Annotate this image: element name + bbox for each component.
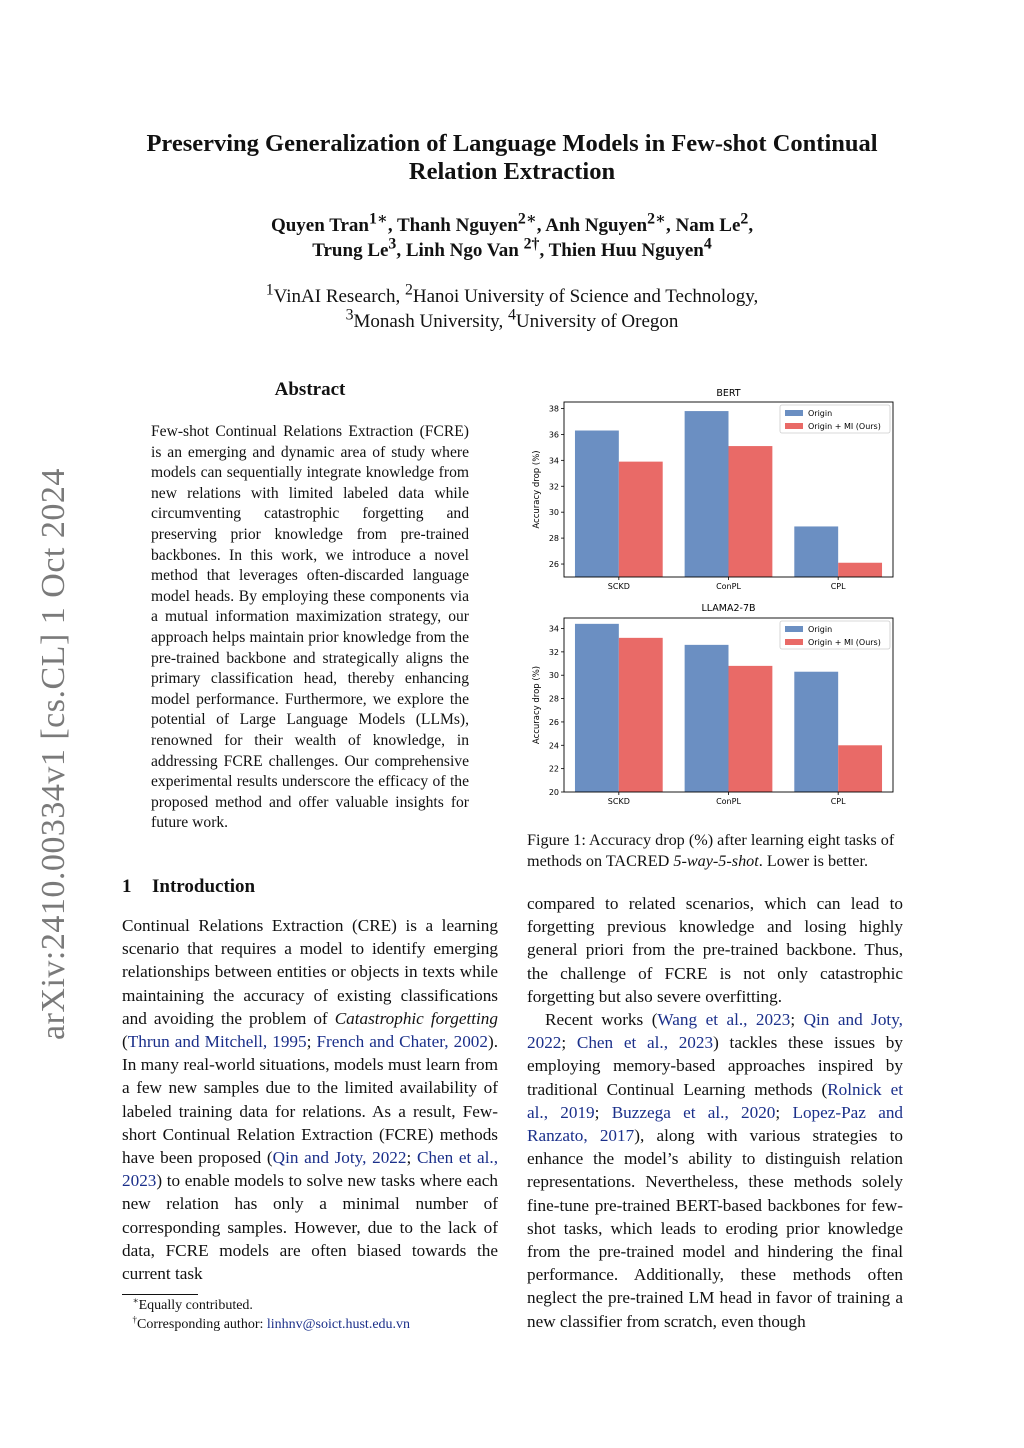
x-tick-label: SCKD (607, 797, 630, 806)
legend-label: Origin + MI (Ours) (808, 422, 881, 431)
legend-swatch (785, 410, 803, 416)
citation-link[interactable]: Qin and Joty, 2022 (272, 1148, 407, 1168)
figure-caption (527, 830, 907, 872)
bar-conpl-origin-mi (729, 666, 773, 792)
y-tick-label: 26 (548, 717, 559, 727)
author-name: Linh Ngo Van (405, 240, 519, 261)
body-text: ; (406, 1148, 417, 1168)
bar-sckd-origin-mi (619, 462, 663, 577)
body-text: Recent works ( (545, 1010, 658, 1030)
y-tick-label: 26 (548, 560, 559, 570)
legend-swatch (785, 639, 803, 645)
bar-cpl-origin-mi (838, 745, 882, 792)
body-text: ; (790, 1010, 804, 1030)
y-tick-label: 34 (548, 456, 559, 466)
title-line-1: Preserving Generalization of Language Models in Few-shot Continual (146, 130, 878, 157)
affiliation-mark: 2 (404, 281, 413, 299)
citation-link[interactable]: Wang et al., 2023 (657, 1010, 791, 1030)
y-tick-label: 38 (548, 404, 559, 414)
email-link[interactable]: linhnv@soict.hust.edu.vn (266, 1317, 411, 1332)
legend-label: Origin + MI (Ours) (808, 638, 881, 647)
citation-link[interactable]: Chen et al., 2023 (576, 1033, 714, 1053)
y-tick-label: 28 (548, 534, 559, 544)
bar-sckd-origin (575, 624, 619, 792)
affiliation-mark: 3 (345, 306, 354, 324)
author-mark: 2† (523, 235, 540, 253)
intro-paragraph-1 (122, 914, 498, 1285)
arxiv-stamp: arXiv:2410.00334v1 [cs.CL] 1 Oct 2024 (35, 468, 72, 1040)
legend-swatch (785, 423, 803, 429)
bar-cpl-origin-mi (838, 563, 882, 577)
author-mark: 4 (703, 235, 712, 253)
abstract-heading: Abstract (274, 379, 346, 400)
citation-link[interactable]: Rolnick et al., 2019 (527, 1079, 903, 1122)
affiliations: $^1$VinAI Research, $^2$Hanoi University of Science and Technology, $^3$Monash University, $^4$University of Oregon (265, 281, 759, 332)
x-tick-label: SCKD (607, 582, 630, 591)
legend-label: Origin (808, 625, 833, 634)
body-text: ; (775, 1102, 793, 1122)
affiliation: VinAI Research (273, 286, 396, 307)
body-text: ( (122, 1032, 128, 1052)
footnote-1 (122, 1297, 502, 1315)
citation-link[interactable]: Thrun and Mitchell, 1995 (127, 1032, 307, 1052)
body-text: ; (561, 1033, 577, 1053)
bert-chart (532, 388, 893, 591)
intro-paragraph-2 (527, 1008, 903, 1333)
y-tick-label: 32 (548, 647, 559, 657)
body-text: ) to enable models to solve new tasks where each new relation has only a minimal number of corresponding samples. However, due to the lack of data, FCRE models are often biased towards the current task (122, 1171, 498, 1284)
section-heading (122, 876, 255, 898)
bar-cpl-origin (794, 526, 838, 577)
title-line-2: Relation Extraction (408, 158, 616, 185)
footnote-text: Corresponding author: (137, 1317, 267, 1332)
affiliation: Hanoi University of Science and Technology (412, 286, 754, 307)
footnote-2 (122, 1316, 502, 1334)
bar-conpl-origin-mi (729, 446, 773, 577)
figure-1-charts (527, 380, 907, 820)
citation-link[interactable]: French and Chater, 2002 (316, 1032, 488, 1052)
paper-title (100, 130, 924, 186)
bar-cpl-origin (794, 672, 838, 792)
x-tick-label: ConPL (716, 797, 741, 806)
y-tick-label: 30 (548, 508, 559, 518)
abstract-body: Few-shot Continual Relations Extraction (FCRE) is an emerging and dynamic area of study where models can sequentially integrate knowledge from new relations with limited labeled data while circumventing catastrophic forgetting and preserving prior knowledge from pre-trained backbones. In this work, we introduce a novel method that leverages often-discarded language model heads. By employing these components via a mutual information maximization strategy, our approach helps maintain prior knowledge from the pre-trained backbone and strategically aligns the primary classification head, thereby enhancing model performance. Furthermore, we explore the potential of Large Language Models (LLMs), renowned for their wealth of knowledge, in addressing FCRE challenges. Our comprehensive experimental results underscore the efficacy of the proposed method and offer valuable insights for future work. (151, 423, 469, 832)
author-name: Nam Le (675, 215, 741, 236)
caption-italic: 5-way-5-shot (673, 852, 759, 870)
author-name: Thien Huu Nguyen (548, 240, 704, 261)
body-text: ). In many real-world situations, models must learn from a few new samples due to the limited availability of labeled training data for relations. As a result, Few-short Continual Relation Extraction (FCRE) methods have been proposed ( (122, 1032, 499, 1168)
body-text: ; (594, 1102, 612, 1122)
x-tick-label: CPL (830, 582, 846, 591)
chart-title: BERT (716, 388, 741, 399)
caption-text: . Lower is better. (758, 852, 868, 870)
affiliation-mark: 1 (265, 281, 274, 299)
citation-link[interactable]: Qin and Joty, 2022 (527, 1010, 903, 1053)
bar-conpl-origin (685, 645, 729, 792)
italic-term: Catastrophic forgetting (334, 1008, 498, 1028)
y-tick-label: 32 (548, 482, 559, 492)
author-name: Quyen Tran (270, 215, 369, 236)
bar-sckd-origin (575, 431, 619, 577)
chart-title: LLAMA2-7B (701, 603, 756, 614)
footnote-mark: ∗ (132, 1295, 139, 1306)
affiliation-mark: 4 (507, 306, 516, 324)
author-mark: 2 (740, 210, 749, 228)
legend-label: Origin (808, 409, 833, 418)
author-mark: 1∗ (368, 210, 388, 228)
author-name: Anh Nguyen (545, 215, 648, 236)
y-axis-label: Accuracy drop (%) (532, 450, 542, 529)
section-title: Introduction (152, 876, 256, 897)
author-list: Quyen Tran$^{1∗}$, Thanh Nguyen$^{2∗}$, Anh Nguyen$^{2∗}$, Nam Le$^2$, Trung Le$^3$, Linh Ngo Van $^{2\dagger}$, Thien Huu Nguyen$^4$ (270, 210, 754, 261)
y-tick-label: 30 (548, 671, 559, 681)
x-tick-label: CPL (830, 797, 846, 806)
y-tick-label: 20 (548, 788, 559, 797)
bar-conpl-origin (685, 411, 729, 577)
intro-right-column (527, 892, 903, 1333)
legend-swatch (785, 626, 803, 632)
author-mark: 2∗ (647, 210, 666, 228)
author-mark: 3 (388, 235, 397, 253)
intro-paragraph-1-cont: compared to related scenarios, which can lead to forgetting previous knowledge and losing highly general priori from the pre-trained backbone. Thus, the challenge of FCRE is not only catastrophic forgetting but also severe overfitting. (527, 894, 903, 1006)
body-text: ; (306, 1032, 317, 1052)
llama-chart (532, 603, 893, 806)
y-tick-label: 24 (548, 741, 559, 751)
y-tick-label: 22 (548, 764, 559, 774)
x-tick-label: ConPL (716, 582, 741, 591)
affiliation: Monash University (353, 311, 499, 332)
author-name: Trung Le (312, 240, 389, 261)
section-number: 1 (122, 876, 132, 897)
affiliation: University of Oregon (515, 311, 679, 332)
footnote-mark: † (132, 1314, 137, 1325)
body-text: ), along with various strategies to enhance the model’s ability to distinguish relation representations. Nevertheless, these methods solely fine-tune pre-trained BERT-based backbones for few-shot tasks, which leads to eroding prior knowledge from the pre-trained model and hindering the final performance. Additionally, these methods often neglect the pre-trained LM head in favor of training a new classifier from scratch, even though (527, 1126, 903, 1331)
author-mark: 2∗ (517, 210, 537, 228)
footnote-text: Equally contributed. (138, 1298, 253, 1313)
citation-link[interactable]: Chen et al., 2023 (122, 1148, 498, 1191)
body-text: ) tackles these issues by employing memory-based approaches inspired by traditional Continual Learning methods ( (527, 1033, 903, 1099)
citation-link[interactable]: Lopez-Paz and Ranzato, 2017 (527, 1102, 904, 1146)
body-text: Continual Relations Extraction (CRE) is a learning scenario that requires a model to identify emerging relationships between entities or objects in texts while maintaining the accuracy of existing classifications and avoiding the problem of (122, 916, 498, 1028)
caption-text: Figure 1: Accuracy drop (%) after learning eight tasks of methods on TACRED (527, 831, 895, 870)
y-tick-label: 36 (548, 430, 559, 440)
bar-sckd-origin-mi (619, 638, 663, 792)
author-name: Thanh Nguyen (396, 215, 518, 236)
y-tick-label: 28 (548, 694, 559, 704)
y-axis-label: Accuracy drop (%) (532, 665, 542, 745)
y-tick-label: 34 (548, 624, 559, 634)
citation-link[interactable]: Buzzega et al., 2020 (611, 1102, 776, 1122)
